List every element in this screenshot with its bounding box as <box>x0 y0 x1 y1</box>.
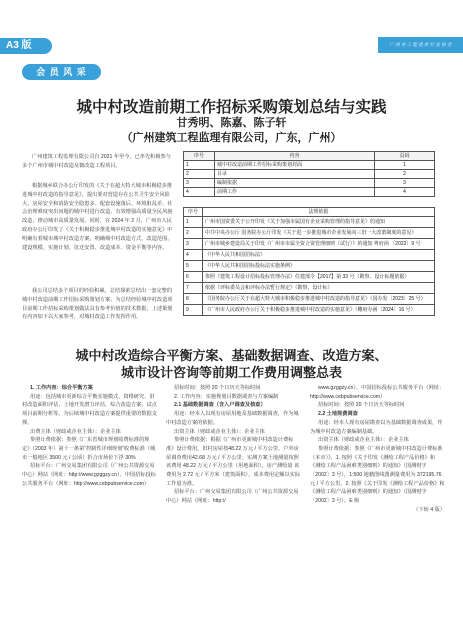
cell: 广州市国资委关于公开印发《关于加强市属国有企业采购管理的指导意见》的通知 <box>203 217 435 228</box>
article-authors: 甘秀明、陈嘉、陈子轩 <box>176 117 287 129</box>
toc-col-index: 序号 <box>184 152 215 161</box>
cell: 《国务院办公厅关于在超大特大城市积极稳步推进城中村改造的指导意见》（国办发〔2023〕25 号） <box>203 294 435 305</box>
column-paragraph: 招标平台：广州交易集团有限公司（广州公共资源交易中心）网站（网址：http://www.gzggzy.cn）、中国招标投标公共服务平台（网址：http://www.cebpubservice.com） <box>22 463 156 487</box>
table-row <box>184 228 435 239</box>
cell: 6 <box>184 272 203 283</box>
column-left <box>22 384 157 488</box>
tables-area <box>183 151 435 316</box>
cell: 1 <box>184 161 215 170</box>
table-row <box>184 305 435 316</box>
page-number-tag: A3 版 <box>0 38 52 54</box>
article-title: 城中村改造前期工作招标采购策划总结与实践 <box>76 99 387 116</box>
cell: 5 <box>184 261 203 272</box>
section-title-line-2: 城市设计咨询等前期工作费用调整总表 <box>120 365 342 380</box>
column-paragraph: 出费主体（财政或企业主体）：企业主体 <box>30 428 121 435</box>
column-heading: 2.2 土地规费调查 <box>318 411 358 418</box>
column-paragraph: 出资主体（财政或企业主体）：企业主体 <box>318 437 409 444</box>
toc-table-header <box>184 152 435 161</box>
table-row <box>184 217 435 228</box>
section-title-line-1: 城中村改造综合平衡方案、基础数据调查、改造方案、 <box>75 348 388 363</box>
cell: 目录 <box>215 170 375 179</box>
intro-paragraph-2: 根据城乡联合办公厅印发的《关于在超大特大城市积极稳步推进城中村改造的指导意见》，提出要对营造存在公共卫生安全风险大、房屋安全和消防安全隐患多、配套设施落后、环境脏乱差、社会治理难度突出问题的城中村进行改造，有效增强高质量全民风貌改造，推动城市高质量发展。同时，在 2024 年 2 月，广州市人民政府办公厅印发了《关于积极稳步推进城中村改造的实施意见》中明确有着城市城中村改造方案，明确城中村改造方式、改造范围、建设规模、实施计划、征迁安置、改造成本、资金平衡等内容。 <box>22 183 173 251</box>
column-heading: 1. 工作内容：综合平衡方案 <box>30 385 93 391</box>
table-row <box>184 272 435 283</box>
cell: 4 <box>184 250 203 261</box>
column-paragraph: 招标平台：广州交易集团有限公司（广州公共资源交易中心）网站（网址：http:// <box>166 489 299 505</box>
article-affiliation: （广州建筑工程监理有限公司，广东，广州） <box>121 132 342 144</box>
column-middle <box>166 384 301 506</box>
column-badge: 会 员 风 采 <box>22 64 101 80</box>
cell: 《中华人民共和国招标投标法实施条例》 <box>203 261 435 272</box>
table-row <box>184 179 435 188</box>
cell: 2 <box>375 170 435 179</box>
toc-col-content: 内容 <box>215 152 375 161</box>
cell: 8 <box>184 294 203 305</box>
publication-name: 广 州 市 工 程 造 价 行 业 协 会 <box>389 42 452 47</box>
column-paragraph: www.gzggzy.cn）、中国招标投标公共服务平台（网址：http://www.cebpubservice.com） <box>310 385 445 400</box>
basis-table-header <box>184 208 435 217</box>
table-row <box>184 170 435 179</box>
table-row <box>184 188 435 197</box>
table-row <box>184 294 435 305</box>
cell: 《广州市人民政府办公厅关于积极稳步推进城中村改造的实施意见》（穗府办函〔2024〕16 号） <box>203 305 435 316</box>
column-paragraph: 用途：包括城市更新综合平衡实施模式、资格研究、旧村改造面积评估、土地开发潜力评估、综合改造方案，试点项目前期分析等。为后续城中村改造方案提供重要的数据支撑。 <box>22 393 157 426</box>
cell: 9 <box>184 305 203 316</box>
basis-col-index: 序号 <box>184 208 203 217</box>
cell: 2 <box>184 170 215 179</box>
column-paragraph: 参照计费依据：参照《广州市更新城中村改造计费标准（本市）》，1. 按照《关于印发《测绘工程产品价格》和《测绘工程产品困难类别细则》的通知》（国测财字〔2002〕3 号），1:500 地籍图线图测量费用为 372195.76 元 / 平方公里。2. 按照《关于印发《测绘工程产品价格》和《测绘工程产品困难类别细则》的通知》（国测财字〔2002〕3 号），E 级 <box>310 445 445 505</box>
table-row <box>184 261 435 272</box>
basis-col-law: 法规依据 <box>203 208 435 217</box>
column-paragraph: 用途：经本人现有房屋勘查以为基础数据调查成果，作为城中村改造方案编制基础。 <box>310 419 443 435</box>
cell: 1 <box>184 217 203 228</box>
column-paragraph: 用途：经本人以现有房屋用地及基础数据调查，作为城中村改造方案的依据。 <box>166 411 299 426</box>
publication-banner <box>378 37 463 53</box>
column-heading: 2.1 基础数据调查（含入户调查及核查） <box>174 402 266 409</box>
cell: 《中华人民共和国招标法》 <box>203 250 435 261</box>
column-paragraph: 2. 工作内容：实施规划目数据调查与方案编制 <box>174 393 279 400</box>
intro-paragraph-1: 广州建筑工程监理有限公司自 2021 年至今，已率先积极参与多个广州市城中村改造及微改造工程项目。 <box>22 154 171 169</box>
table-row <box>184 239 435 250</box>
cell: 编制依据 <box>215 179 375 188</box>
cell: 广州市城乡建设局关于印发《广州市市属全资合资管理细则（试行）》的通知 粤府函 〔2022〕9 号 <box>203 239 435 250</box>
cell: 城中村改造前期工作招标采购策划封面 <box>215 161 375 170</box>
basis-table <box>183 207 435 316</box>
column-paragraph: 出资主体（财政或企业主体）：企业主体 <box>174 428 265 435</box>
cell: 参照《建筑工程设计招标投标管理办法》住建部令【2017】第 33 号（勘察、设计标题依据） <box>203 272 435 283</box>
cell: 4 <box>375 188 435 197</box>
column-paragraph: 参照计费依据：根据《广州市更新城中村改造计费标准》设计费用，旧村房屋按48.22 万元 / 平方公里，户外房屋调查费用42.68 万元 / 平方公里；实测方案土地测量按照该费用 48.22 万元 / 平方公里（用地面积），房产测绘量 该费用为 2.72 元 / 平方米（建筑面积），成本费用定额以实际工作量为准。 <box>166 437 301 487</box>
toc-table <box>183 151 435 197</box>
intro-paragraph-3: 我公司总结多个项目的经验积累，总结探索总结出一套完整的城中村改造前期工作招标采购策划方案。为总结经验城中村改造项目前期工作招标采购策划做法具有参考价值的技术数据，上述策划有内容如下以大家参考，对城村改造工作发挥作用。 <box>22 288 173 321</box>
cell: 前期工作 <box>215 188 375 197</box>
cell: 2 <box>184 228 203 239</box>
cell: 4 <box>184 188 215 197</box>
cell: 1 <box>375 161 435 170</box>
section-title <box>20 347 443 381</box>
cell: 中共中央办公厅 国务院办公厅印发《关于进一步推进城市企业发展向三旧一大改策制度的意见》 <box>203 228 435 239</box>
cell: 依据《评标委员会和评标办法暂行规定》（勘察、设计标） <box>203 283 435 294</box>
continued-note: （下转 4 版） <box>413 506 445 513</box>
table-row <box>184 283 435 294</box>
cell: 7 <box>184 283 203 294</box>
cell: 3 <box>375 179 435 188</box>
table-row <box>184 161 435 170</box>
cell: 3 <box>184 239 203 250</box>
cell: 3 <box>184 179 215 188</box>
column-paragraph: 参照计费依据：参照《广东省城市规划收费标准的规定》（2003 年）第十一条第“控制性详细规划”收费标准（城市一般地区 3500 元 / 公顷）折合市场价下浮 30% <box>22 437 156 461</box>
column-paragraph: 招标时间：按照 20 个日历天等标时间 <box>174 385 261 391</box>
column-paragraph: 招标时间：按照 20 个日历天等标时间 <box>318 402 405 409</box>
toc-col-page: 页码 <box>375 152 435 161</box>
table-row <box>184 250 435 261</box>
column-right <box>310 384 445 515</box>
